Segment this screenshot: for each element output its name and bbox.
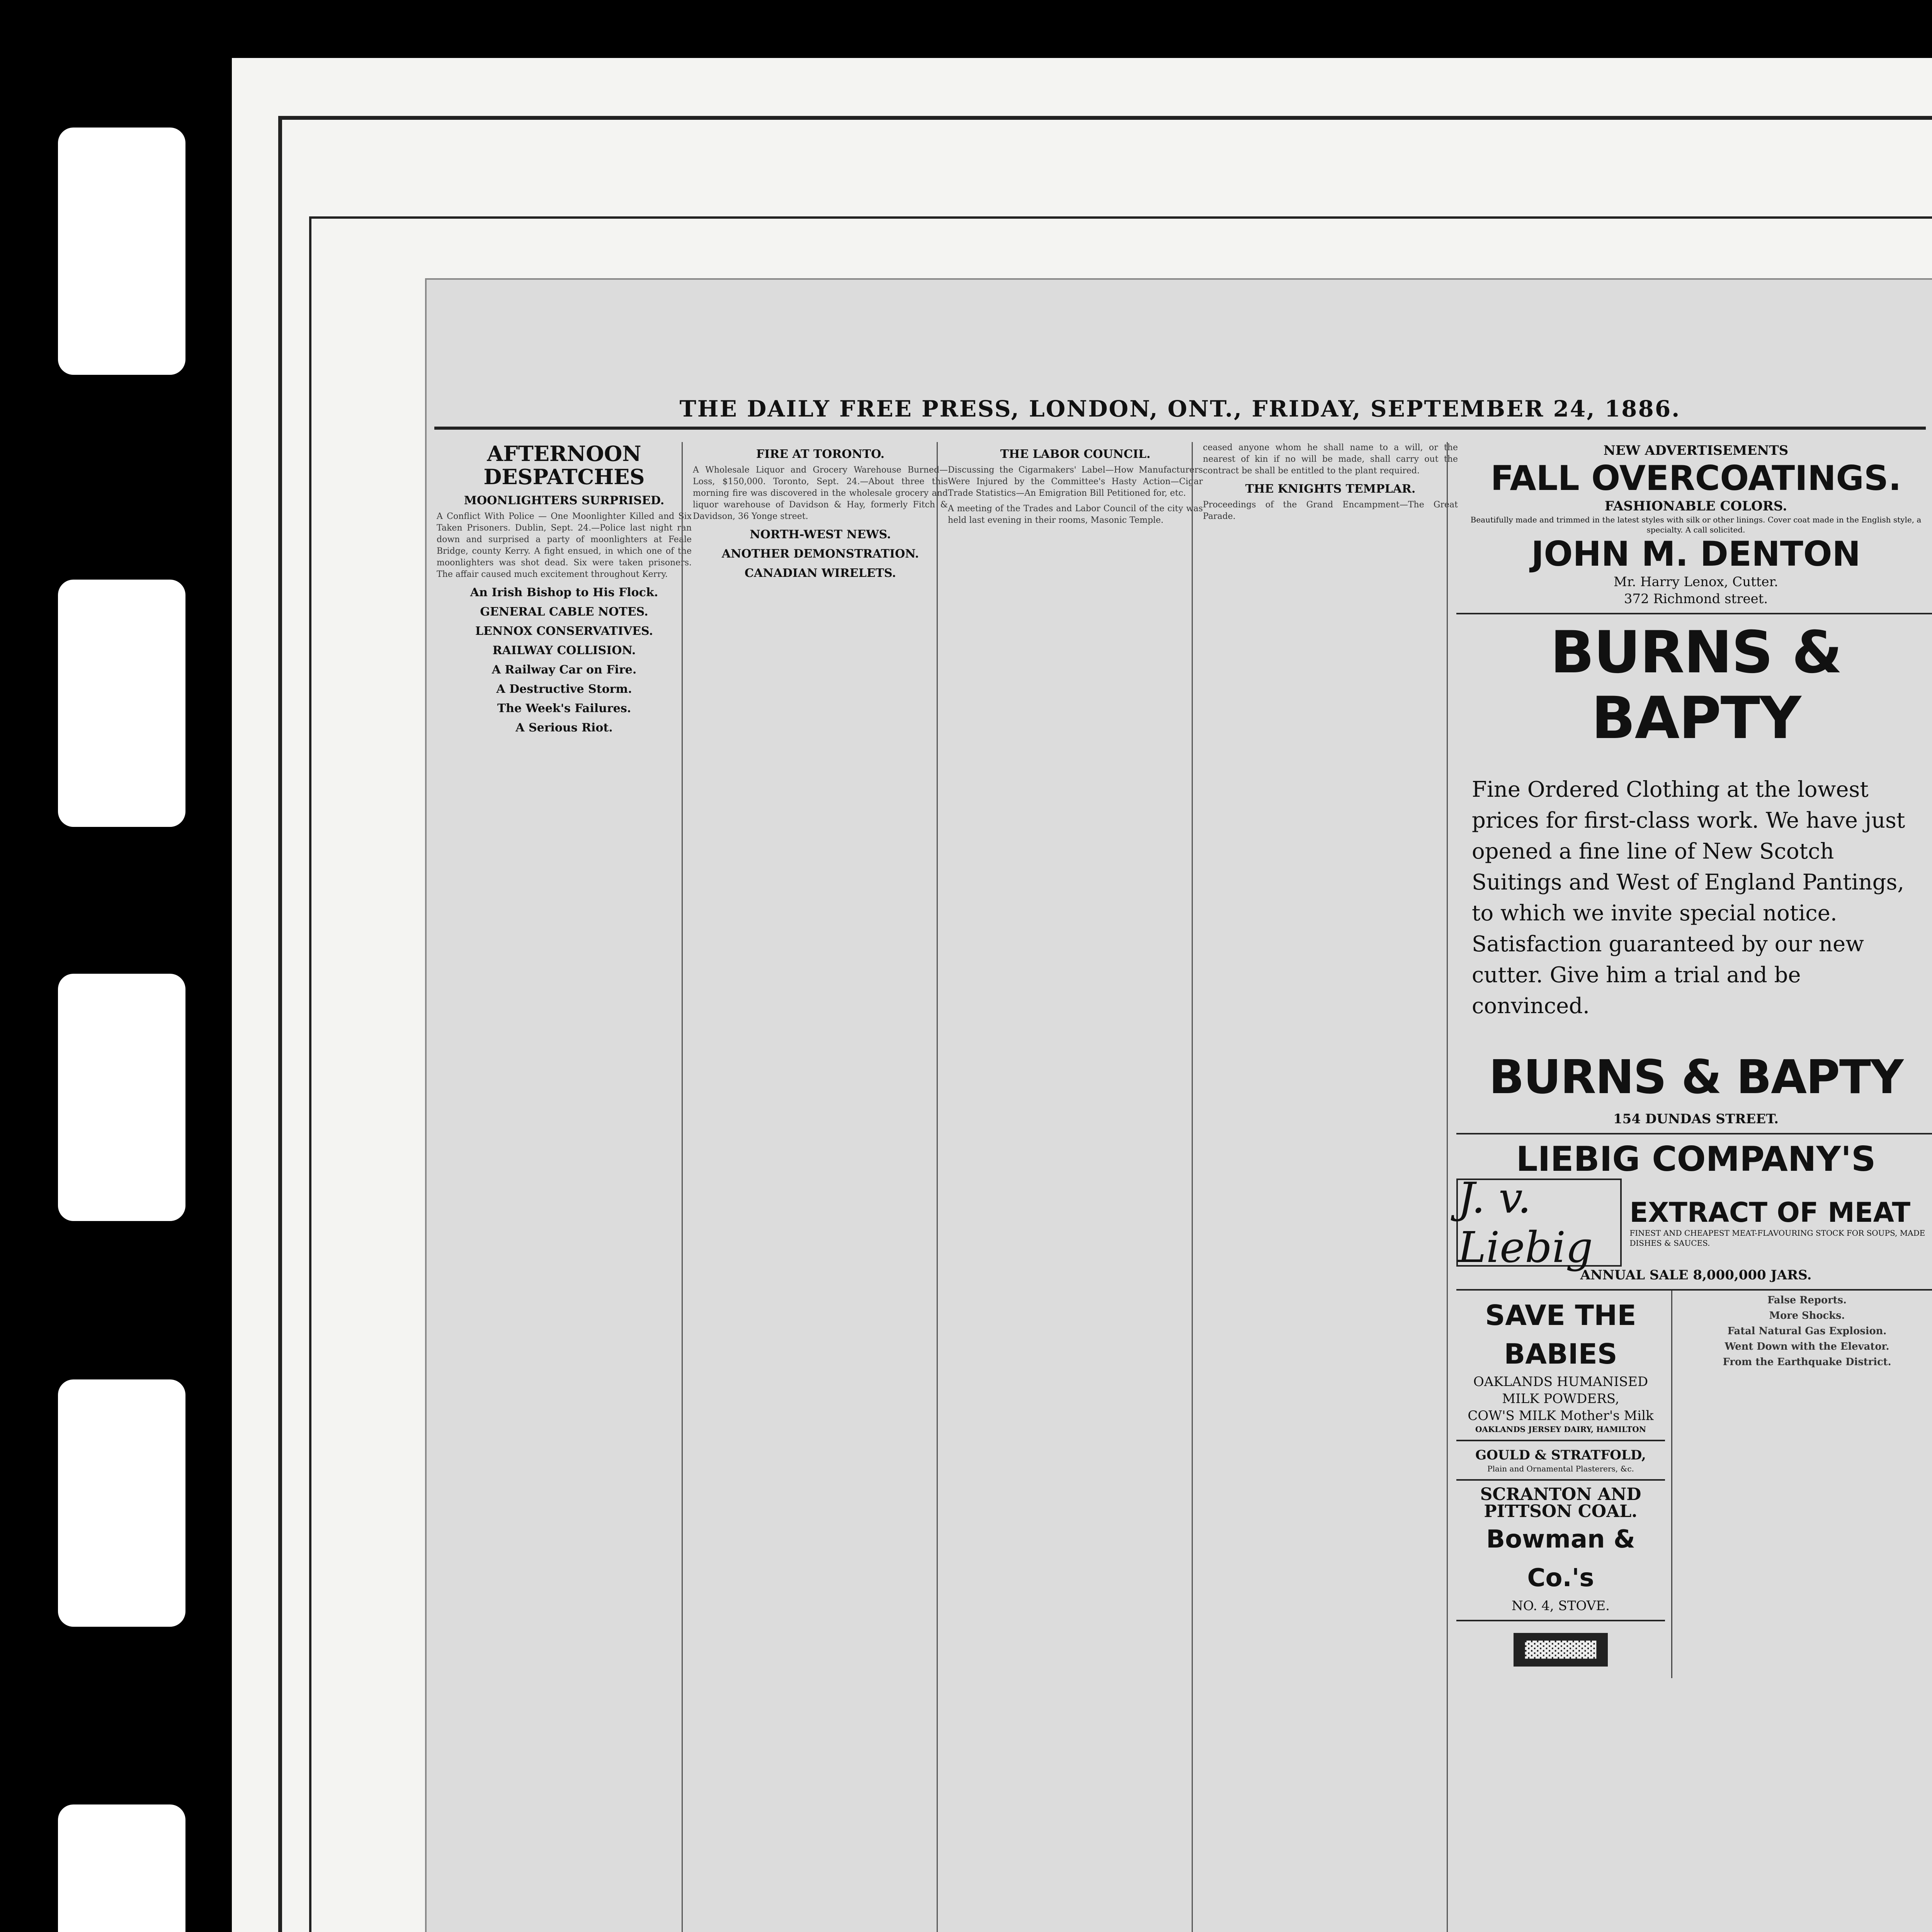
column-header: AFTERNOON DESPATCHES — [483, 442, 645, 489]
headline: RAILWAY COLLISION. — [492, 644, 636, 657]
liebig-title: LIEBIG COMPANY'S — [1516, 1139, 1876, 1179]
scranton-coal: SCRANTON AND PITTSON COAL. — [1480, 1485, 1641, 1521]
headline: ANOTHER DEMONSTRATION. — [721, 547, 919, 561]
gould-stratfold: GOULD & STRATFOLD, — [1475, 1447, 1646, 1463]
column-4 — [1192, 442, 1468, 1932]
column-1 — [427, 442, 702, 1932]
masthead-rule — [434, 427, 1926, 430]
article-text: A Conflict With Police — One Moonlighter Killed and Six Taken Prisoners. Dublin, Sept. 24.—Police last night ran down and surprised a party of moonlighters at Feale Bridge, county Kerry. A fight ensued, in which one of the moonlighters was shot dead. Six were taken prisoners. The affair caused much excitement throughout Kerry. — [437, 512, 692, 579]
article-text: ceased anyone whom he shall name to a will, or the nearest of kin if no will be made, shall carry out the contract be shall be entitled to the plant required. — [1203, 443, 1458, 476]
film-strip-rail — [0, 0, 224, 1932]
headline: CANADIAN WIRELETS. — [745, 566, 896, 580]
dark-stamp-block: ▓▓▓▓▓▓ — [1514, 1633, 1608, 1667]
fall-ad-note: Beautifully made and trimmed in the latest styles with silk or other linings. Cover coat made in the English style, a specialty. A call solicited. — [1470, 515, 1922, 534]
headline: THE KNIGHTS TEMPLAR. — [1245, 482, 1416, 496]
sprocket-hole — [58, 1379, 185, 1627]
stove-label: NO. 4, STOVE. — [1512, 1598, 1610, 1614]
headline: A Railway Car on Fire. — [492, 663, 637, 677]
advertisements-column — [1447, 442, 1932, 1932]
burns-bapty-body: Fine Ordered Clothing at the lowest prices for first-class work. We have just opened a fine line of New Scotch Suitings and West of England Pantings, to which we invite special notice. Satisfaction guaranteed by our new cutter. Give him a trial and be convinced. — [1472, 777, 1905, 1019]
headline: Went Down with the Elevator. — [1725, 1341, 1889, 1352]
headline: False Reports. — [1767, 1294, 1847, 1306]
headline: MOONLIGHTERS SURPRISED. — [464, 494, 665, 507]
column-2 — [682, 442, 958, 1932]
news-briefs — [1672, 1291, 1932, 1678]
headline: GENERAL CABLE NOTES. — [480, 605, 648, 619]
headline: From the Earthquake District. — [1723, 1356, 1891, 1368]
cows-milk: COW'S MILK Mother's Milk — [1468, 1408, 1654, 1423]
save-the-babies: SAVE THE BABIES — [1485, 1299, 1636, 1370]
sprocket-hole — [58, 580, 185, 827]
extract-description: FINEST AND CHEAPEST MEAT-FLAVOURING STOCK FOR SOUPS, MADE DISHES & SAUCES. — [1629, 1228, 1925, 1248]
fall-overcoatings-title: FALL OVERCOATINGS. — [1490, 458, 1901, 498]
headline: FIRE AT TORONTO. — [756, 447, 885, 461]
burns-bapty-address: 154 DUNDAS STREET. — [1613, 1111, 1779, 1127]
denton-address: 372 Richmond street. — [1624, 591, 1768, 607]
denton-cutter: Mr. Harry Lenox, Cutter. — [1614, 574, 1778, 590]
headline: NORTH-WEST NEWS. — [750, 528, 891, 541]
oaklands-dairy: OAKLANDS JERSEY DAIRY, HAMILTON — [1475, 1425, 1646, 1434]
burns-bapty-logo-2: BURNS & BAPTY — [1489, 1051, 1903, 1104]
liebig-signature: J. v. Liebig — [1456, 1179, 1622, 1267]
extract-of-meat: EXTRACT OF MEAT — [1629, 1197, 1911, 1228]
headline: A Serious Riot. — [515, 721, 613, 735]
bowman-co: Bowman & Co.'s — [1486, 1525, 1635, 1592]
sprocket-hole — [58, 1804, 185, 1932]
masthead: THE DAILY FREE PRESS, LONDON, ONT., FRIDAY, SEPTEMBER 24, 1886. — [679, 396, 1681, 422]
column-3 — [937, 442, 1213, 1932]
newspaper-page — [425, 278, 1932, 1932]
headline: An Irish Bishop to His Flock. — [470, 586, 658, 599]
article-deck: Proceedings of the Grand Encampment—The Great Parade. — [1203, 500, 1458, 521]
article-deck: Discussing the Cigarmakers' Label—How Manufacturers Were Injured by the Committee's Hasty Action—Cigar Trade Statistics—An Emigration Bill Petitioned for, etc. — [948, 465, 1203, 498]
fashionable-colors: FASHIONABLE COLORS. — [1604, 498, 1787, 514]
article-text: A meeting of the Trades and Labor Council of the city was held last evening in their rooms, Masonic Temple. — [948, 504, 1203, 525]
article-text: A Wholesale Liquor and Grocery Warehouse Burned—Loss, $150,000. Toronto, Sept. 24.—About three this morning fire was discovered in the wholesale grocery and liquor warehouse of Davidson & Hay, formerly Fitch & Davidson, 36 Yonge street. — [693, 465, 948, 521]
annual-sale: ANNUAL SALE 8,000,000 JARS. — [1580, 1267, 1812, 1283]
oaklands-milk: OAKLANDS HUMANISED MILK POWDERS, — [1473, 1374, 1648, 1406]
plasterers: Plain and Ornamental Plasterers, &c. — [1487, 1464, 1634, 1473]
sprocket-hole — [58, 974, 185, 1221]
headline: A Destructive Storm. — [496, 682, 632, 696]
headline: LENNOX CONSERVATIVES. — [475, 624, 653, 638]
john-denton: JOHN M. DENTON — [1531, 534, 1861, 574]
headline: The Week's Failures. — [497, 702, 631, 715]
ads-header: NEW ADVERTISEMENTS — [1603, 443, 1789, 458]
headline: Fatal Natural Gas Explosion. — [1727, 1325, 1887, 1337]
headline: More Shocks. — [1769, 1310, 1845, 1321]
headline: THE LABOR COUNCIL. — [1000, 447, 1151, 461]
burns-bapty-logo: BURNS & BAPTY — [1550, 619, 1842, 752]
sprocket-hole — [58, 128, 185, 375]
